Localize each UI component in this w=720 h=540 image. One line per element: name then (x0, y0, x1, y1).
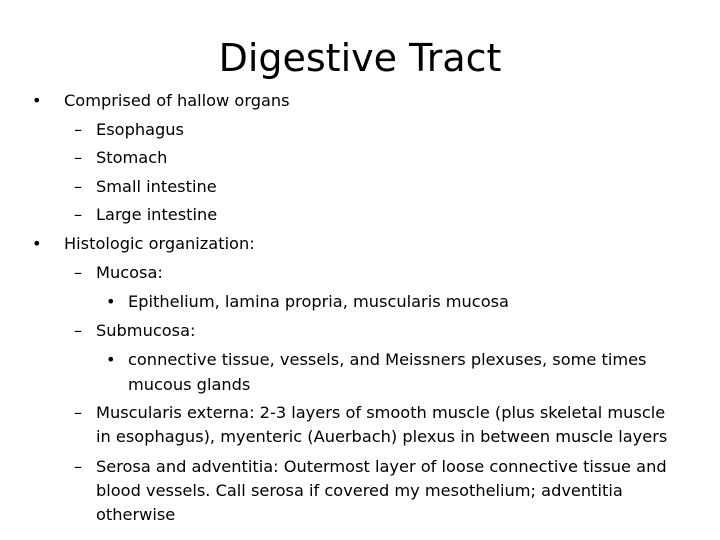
bullet-icon: • (106, 292, 116, 311)
dash-icon: – (74, 148, 83, 167)
dash-icon: – (74, 120, 83, 139)
bullet-histologic: Histologic organization: (64, 234, 255, 253)
dash-icon: – (74, 177, 83, 196)
organ-esophagus: Esophagus (96, 120, 184, 139)
serosa-line3: otherwise (96, 505, 176, 524)
item-mucosa: Mucosa: (96, 263, 163, 282)
dash-icon: – (74, 205, 83, 224)
dash-icon: – (74, 263, 83, 282)
organ-large-intestine: Large intestine (96, 205, 218, 224)
muscularis-line1: Muscularis externa: 2-3 layers of smooth muscle (plus skeletal muscle (96, 403, 666, 422)
submucosa-detail-line1: connective tissue, vessels, and Meissners plexuses, some times (128, 350, 647, 369)
bullet-icon: • (106, 350, 116, 369)
slide-title: Digestive Tract (218, 36, 502, 80)
dash-icon: – (74, 321, 83, 340)
bullet-comprised: Comprised of hallow organs (64, 91, 290, 110)
organ-small-intestine: Small intestine (96, 177, 217, 196)
bullet-icon: • (32, 234, 42, 253)
organ-stomach: Stomach (96, 148, 168, 167)
submucosa-detail-line2: mucous glands (128, 375, 251, 394)
dash-icon: – (74, 403, 83, 422)
item-submucosa: Submucosa: (96, 321, 196, 340)
serosa-line1: Serosa and adventitia: Outermost layer of loose connective tissue and (96, 457, 667, 476)
serosa-line2: blood vessels. Call serosa if covered my mesothelium; adventitia (96, 481, 623, 500)
bullet-icon: • (32, 91, 42, 110)
dash-icon: – (74, 457, 83, 476)
mucosa-detail: Epithelium, lamina propria, muscularis mucosa (128, 292, 509, 311)
muscularis-line2: in esophagus), myenteric (Auerbach) plexus in between muscle layers (96, 427, 668, 446)
